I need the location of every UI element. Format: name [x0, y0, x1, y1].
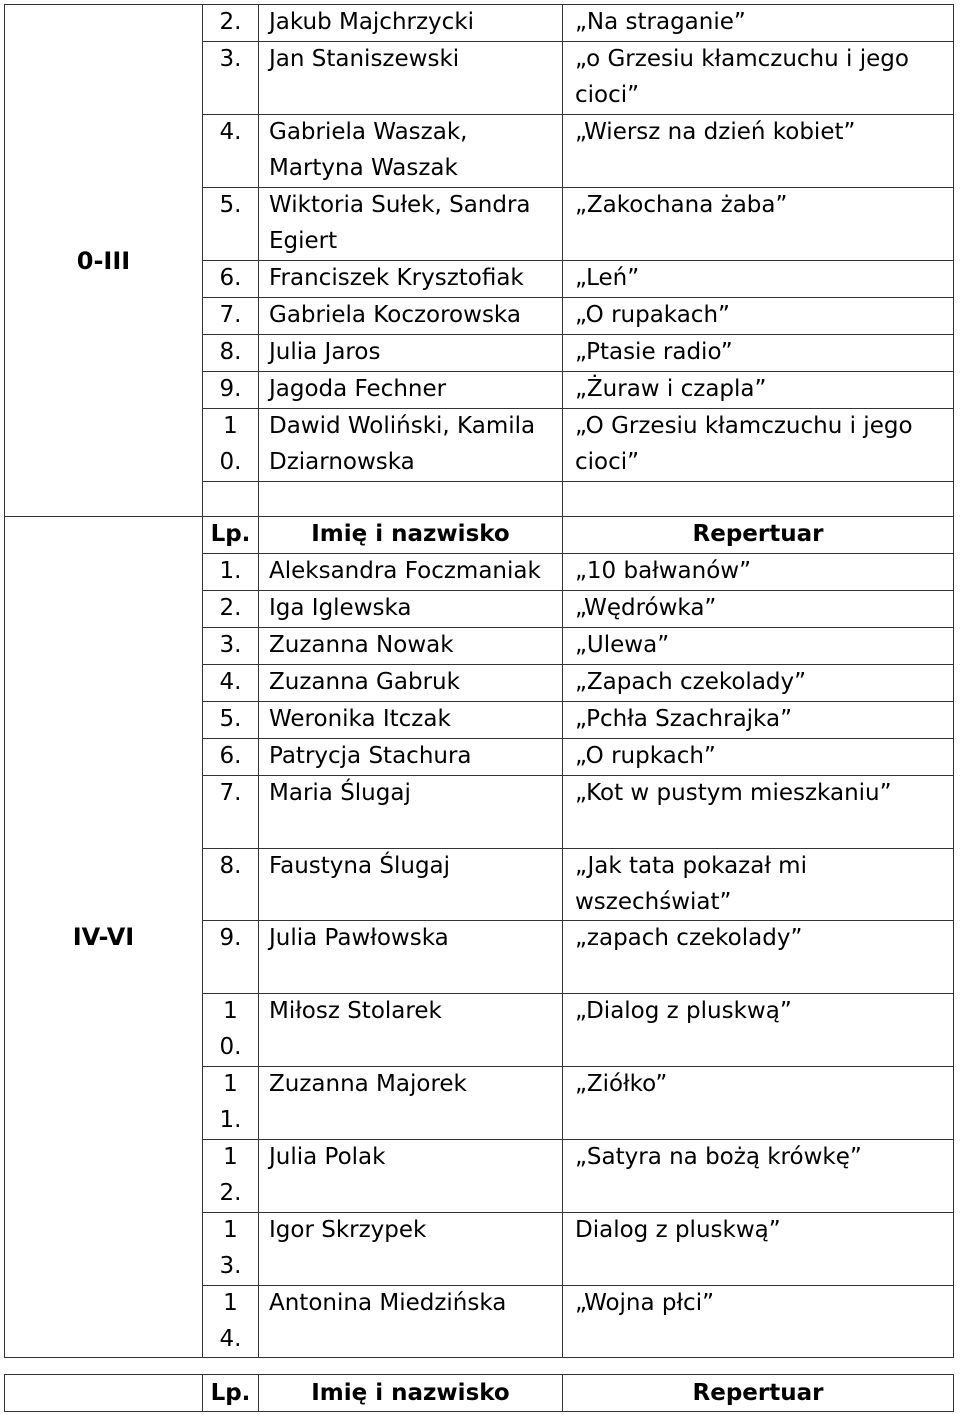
row-rep: „Leń”	[563, 261, 954, 298]
row-name: Julia Polak	[259, 1140, 563, 1213]
row-name: Faustyna Ślugaj	[259, 849, 563, 921]
row-name: Zuzanna Nowak	[259, 628, 563, 665]
header-rep: Repertuar	[563, 1375, 954, 1412]
row-rep: „Jak tata pokazał mi wszechświat”	[563, 849, 954, 921]
row-rep: „Dialog z pluskwą”	[563, 994, 954, 1067]
header-num: Lp.	[203, 517, 259, 554]
next-table-header-row	[5, 1375, 954, 1412]
row-num: 4.	[203, 115, 259, 188]
row-num: 11.	[203, 1067, 259, 1140]
group-label: IV-VI	[5, 517, 203, 1358]
row-num: 9.	[203, 372, 259, 409]
row-rep: „10 bałwanów”	[563, 554, 954, 591]
row-rep: „Ziółko”	[563, 1067, 954, 1140]
row-num: 9.	[203, 921, 259, 994]
row-name: Franciszek Krysztofiak	[259, 261, 563, 298]
row-num: 14.	[203, 1286, 259, 1358]
row-name: Aleksandra Foczmaniak	[259, 554, 563, 591]
header-name: Imię i nazwisko	[259, 1375, 563, 1412]
row-num: 8.	[203, 335, 259, 372]
header-name: Imię i nazwisko	[259, 517, 563, 554]
row-num: 4.	[203, 665, 259, 702]
empty-num	[203, 482, 259, 517]
row-rep: „Ptasie radio”	[563, 335, 954, 372]
row-name: Gabriela Waszak, Martyna Waszak	[259, 115, 563, 188]
row-num: 10.	[203, 409, 259, 482]
row-rep: „Żuraw i czapla”	[563, 372, 954, 409]
row-num: 6.	[203, 261, 259, 298]
row-rep: „Wojna płci”	[563, 1286, 954, 1358]
row-name: Patrycja Stachura	[259, 739, 563, 776]
next-table-header	[4, 1374, 954, 1412]
empty-rep	[563, 482, 954, 517]
row-num: 3.	[203, 628, 259, 665]
row-name: Gabriela Koczorowska	[259, 298, 563, 335]
row-num: 10.	[203, 994, 259, 1067]
row-num: 7.	[203, 776, 259, 849]
row-num: 3.	[203, 42, 259, 115]
group-label: 0-III	[5, 5, 203, 517]
header-num: Lp.	[203, 1375, 259, 1412]
row-num: 2.	[203, 5, 259, 42]
row-name: Julia Jaros	[259, 335, 563, 372]
row-rep: „Zapach czekolady”	[563, 665, 954, 702]
header-rep: Repertuar	[563, 517, 954, 554]
row-name: Jagoda Fechner	[259, 372, 563, 409]
row-rep: „Satyra na bożą krówkę”	[563, 1140, 954, 1213]
row-num: 7.	[203, 298, 259, 335]
row-name: Iga Iglewska	[259, 591, 563, 628]
row-num: 8.	[203, 849, 259, 921]
row-name: Jan Staniszewski	[259, 42, 563, 115]
row-name: Antonina Miedzińska	[259, 1286, 563, 1358]
row-rep: „Ulewa”	[563, 628, 954, 665]
row-num: 2.	[203, 591, 259, 628]
row-num: 5.	[203, 702, 259, 739]
row-name: Zuzanna Gabruk	[259, 665, 563, 702]
row-name: Miłosz Stolarek	[259, 994, 563, 1067]
row-name: Wiktoria Sułek, Sandra Egiert	[259, 188, 563, 261]
row-name: Weronika Itczak	[259, 702, 563, 739]
row-num: 1.	[203, 554, 259, 591]
row-name: Julia Pawłowska	[259, 921, 563, 994]
row-num: 13.	[203, 1213, 259, 1286]
row-rep: „O rupkach”	[563, 739, 954, 776]
group-cell	[5, 1375, 203, 1412]
recital-table	[4, 4, 954, 1358]
row-rep: „O Grzesiu kłamczuchu i jego cioci”	[563, 409, 954, 482]
row-name: Dawid Woliński, Kamila Dziarnowska	[259, 409, 563, 482]
empty-name	[259, 482, 563, 517]
recital-table-body	[5, 5, 954, 1358]
row-name: Jakub Majchrzycki	[259, 5, 563, 42]
row-rep: „zapach czekolady”	[563, 921, 954, 994]
row-rep: „Kot w pustym mieszkaniu”	[563, 776, 954, 849]
row-num: 5.	[203, 188, 259, 261]
row-num: 6.	[203, 739, 259, 776]
row-rep: „O rupakach”	[563, 298, 954, 335]
table-header-row	[5, 517, 954, 554]
row-name: Maria Ślugaj	[259, 776, 563, 849]
row-num: 12.	[203, 1140, 259, 1213]
row-rep: „Pchła Szachrajka”	[563, 702, 954, 739]
row-rep: Dialog z pluskwą”	[563, 1213, 954, 1286]
row-name: Igor Skrzypek	[259, 1213, 563, 1286]
row-rep: „Zakochana żaba”	[563, 188, 954, 261]
row-rep: „Wędrówka”	[563, 591, 954, 628]
row-rep: „Na straganie”	[563, 5, 954, 42]
table-row	[5, 5, 954, 42]
row-rep: „Wiersz na dzień kobiet”	[563, 115, 954, 188]
row-rep: „o Grzesiu kłamczuchu i jego cioci”	[563, 42, 954, 115]
row-name: Zuzanna Majorek	[259, 1067, 563, 1140]
